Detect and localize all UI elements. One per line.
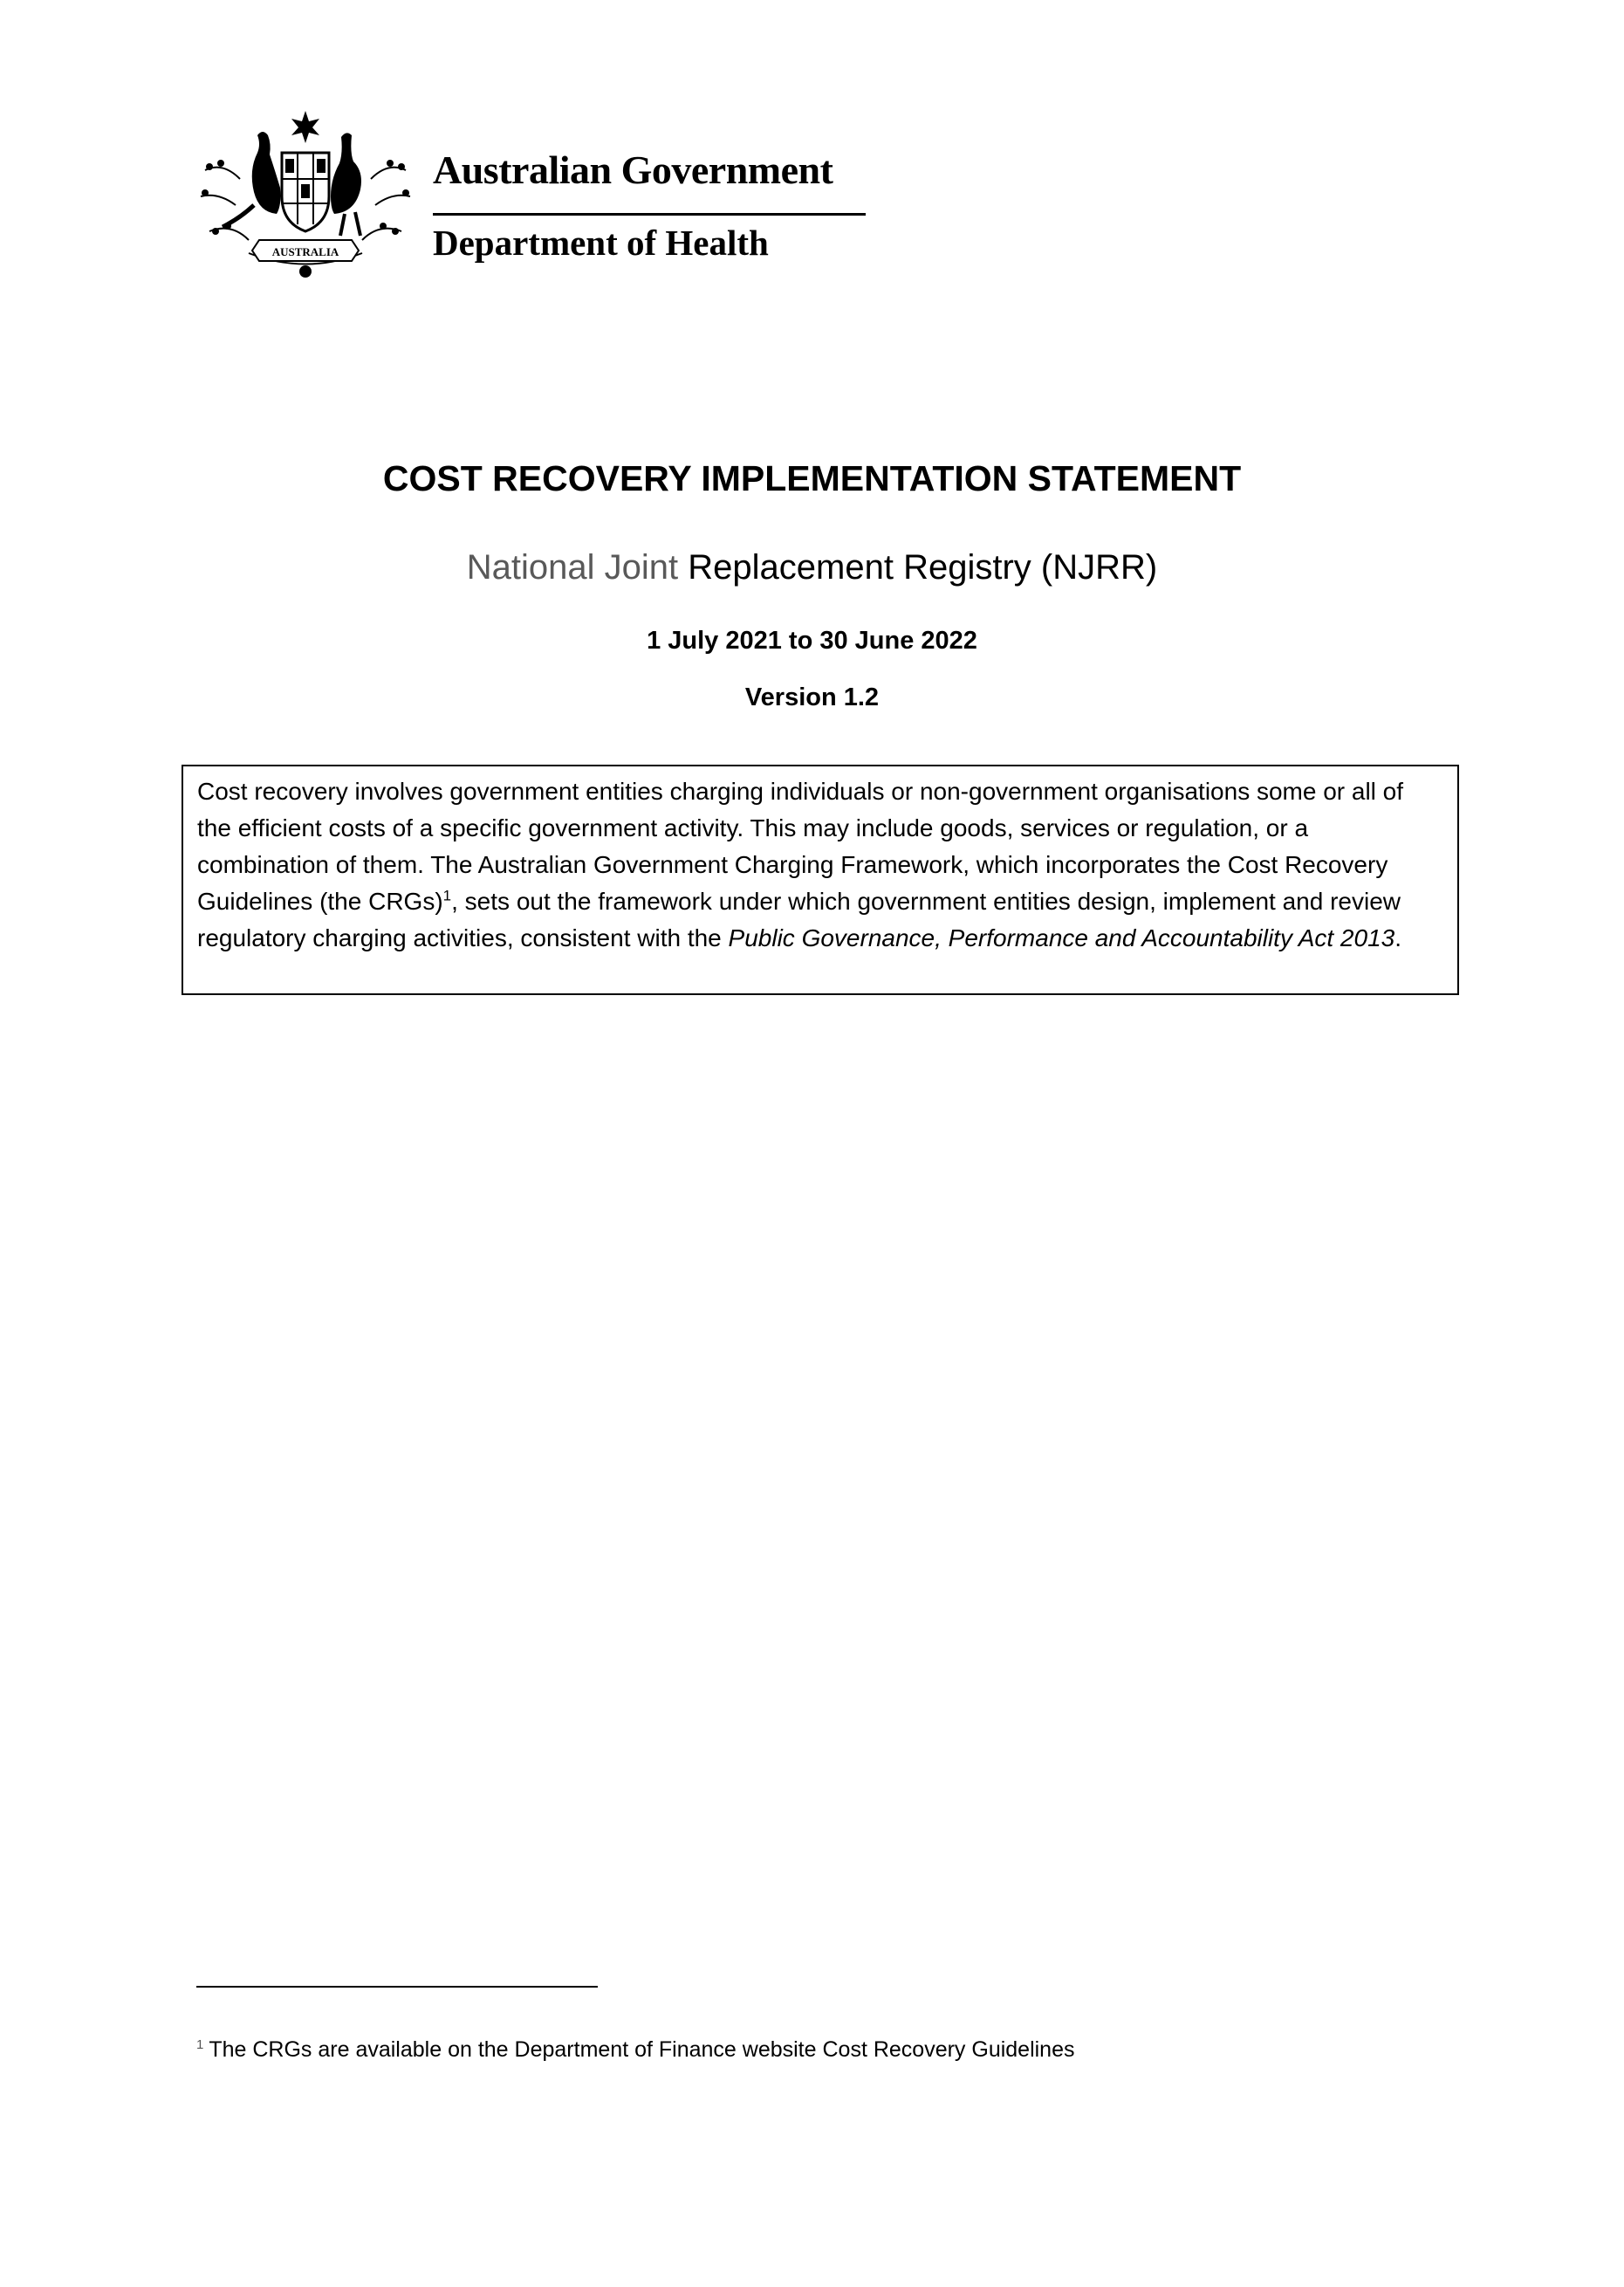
- department-name: Department of Health: [433, 223, 769, 263]
- footnote-reference[interactable]: 1: [442, 887, 452, 904]
- info-text-part-2: , sets out the framework under which government entities design, implement and review regulatory charging activities, consistent with the: [197, 888, 1401, 951]
- subtitle-grey-part: National Joint: [466, 548, 679, 587]
- subtitle-main-part: Replacement Registry (NJRR): [688, 548, 1158, 587]
- info-text-part-3: .: [1394, 924, 1401, 951]
- footnote-text: The CRGs are available on the Department of Finance website Cost Recovery Guidelines: [209, 2037, 1075, 2062]
- footnote-separator: [196, 1986, 598, 1988]
- footnote-number: 1: [196, 2036, 204, 2052]
- reporting-period: 1 July 2021 to 30 June 2022: [647, 627, 977, 655]
- info-text-part-1: Cost recovery involves government entities charging individuals or non-government organisations some or all of the efficient costs of a specific government activity. This may include goods, services or regulation, or a combination of them. The Australian Government Charging Framework, which incorporates the Cost Recovery Guidelines (the CRGs): [197, 778, 1404, 915]
- government-name: Australian Government: [433, 148, 833, 192]
- document-subtitle: [0, 548, 1624, 587]
- crest-motto: AUSTRALIA: [271, 245, 339, 258]
- cost-recovery-info-box: [182, 765, 1459, 995]
- document-version: Version 1.2: [744, 683, 880, 711]
- footnote: [196, 2036, 1418, 2063]
- header-divider: [433, 213, 866, 216]
- coat-of-arms-icon: [196, 109, 415, 284]
- document-title: COST RECOVERY IMPLEMENTATION STATEMENT: [382, 458, 1242, 498]
- act-name: Public Governance, Performance and Accountability Act 2013: [728, 924, 1395, 951]
